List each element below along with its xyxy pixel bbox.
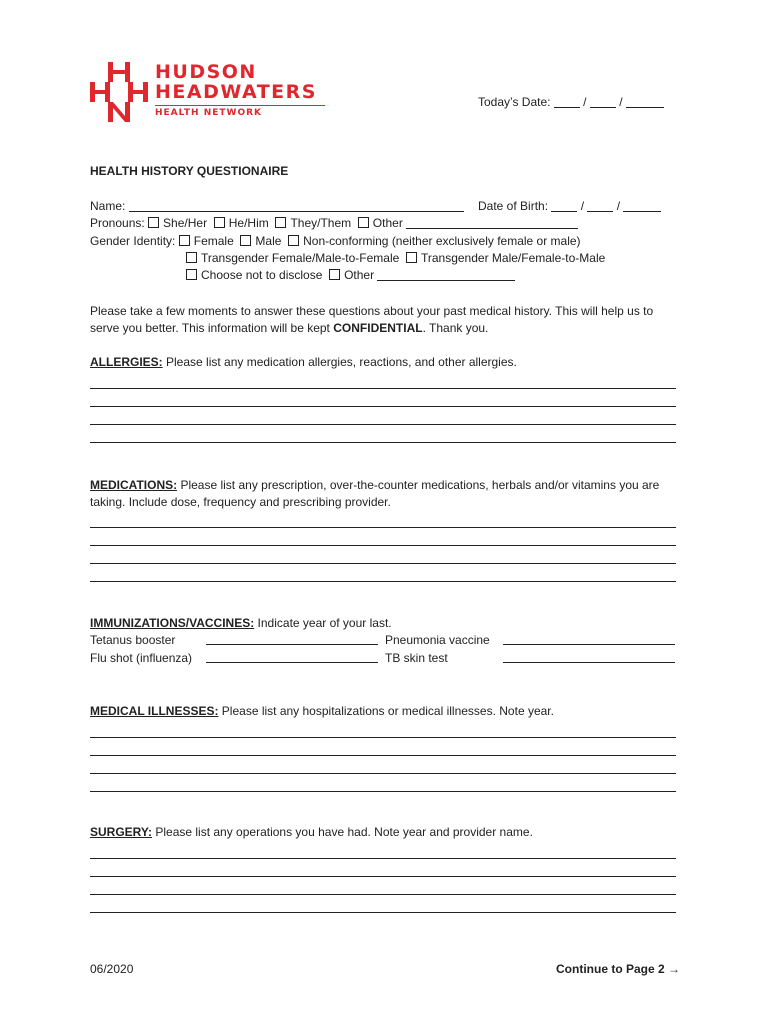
medications-heading: MEDICATIONS:: [90, 478, 178, 492]
gender-male-label: Male: [255, 234, 282, 248]
intro-text: Please take a few moments to answer these questions about your past medical history. This will help us to serve you better. This information will be kept: [90, 304, 654, 335]
gender-label: Gender Identity:: [90, 234, 176, 248]
date-day-field[interactable]: [590, 96, 616, 108]
gender-female-label: Female: [193, 234, 234, 248]
illnesses-answer-lines[interactable]: [90, 720, 676, 792]
gender-nonconforming-label: Non-conforming (neither exclusively female or male): [303, 234, 581, 248]
illnesses-instructions: Please list any hospitalizations or medical illnesses. Note year.: [218, 704, 554, 718]
pronoun-other-label: Other: [372, 216, 403, 230]
date-year-field[interactable]: [626, 96, 664, 108]
tetanus-field[interactable]: [206, 633, 378, 645]
gender-checkbox-trans-male[interactable]: [406, 252, 417, 263]
flu-label: Flu shot (influenza): [90, 651, 193, 665]
gender-row-1: [90, 234, 581, 248]
immunizations-instructions: Indicate year of your last.: [254, 616, 392, 630]
gender-trans-male-label: Transgender Male/Female-to-Male: [420, 251, 606, 265]
pneumonia-field[interactable]: [503, 633, 675, 645]
flu-field[interactable]: [206, 651, 378, 663]
dob-row: Date of Birth: / /: [478, 199, 661, 213]
form-title: HEALTH HISTORY QUESTIONAIRE: [90, 164, 289, 178]
pronoun-checkbox-she[interactable]: [148, 217, 159, 228]
immunizations-heading-row: [90, 616, 392, 630]
surgery-answer-lines[interactable]: [90, 841, 676, 913]
immunizations-heading: IMMUNIZATIONS/VACCINES:: [90, 616, 255, 630]
medications-answer-lines[interactable]: [90, 510, 676, 582]
gender-checkbox-female[interactable]: [179, 235, 190, 246]
brand-line-3: HEALTH NETWORK: [155, 108, 262, 118]
brand-line-2: HEADWATERS: [155, 81, 317, 103]
dob-month-field[interactable]: [551, 200, 577, 212]
pneumonia-label: Pneumonia vaccine: [385, 633, 490, 647]
allergies-answer-lines[interactable]: [90, 371, 676, 443]
illnesses-heading: MEDICAL ILLNESSES:: [90, 704, 219, 718]
tb-field[interactable]: [503, 651, 675, 663]
pronouns-label: Pronouns:: [90, 216, 145, 230]
pronoun-he-label: He/Him: [228, 216, 269, 230]
name-field[interactable]: [129, 200, 464, 212]
dob-label: Date of Birth:: [478, 199, 549, 213]
intro-paragraph: [90, 303, 680, 337]
allergies-heading: ALLERGIES:: [90, 355, 163, 369]
gender-row-3: [186, 268, 515, 282]
pronoun-checkbox-he[interactable]: [214, 217, 225, 228]
gender-trans-female-label: Transgender Female/Male-to-Female: [201, 251, 400, 265]
name-row: [90, 199, 464, 213]
surgery-heading-row: [90, 825, 533, 839]
brand-divider: [155, 105, 325, 106]
surgery-heading: SURGERY:: [90, 825, 153, 839]
pronoun-she-label: She/Her: [163, 216, 208, 230]
medications-heading-row: [90, 477, 680, 511]
gender-checkbox-trans-female[interactable]: [186, 252, 197, 263]
todays-date: Today’s Date: / /: [478, 95, 664, 109]
gender-other-field[interactable]: [377, 269, 515, 281]
hhn-logo-icon: [90, 62, 148, 122]
todays-date-label: Today’s Date:: [478, 95, 551, 109]
gender-checkbox-no-disclose[interactable]: [186, 269, 197, 280]
gender-no-disclose-label: Choose not to disclose: [201, 268, 323, 282]
gender-checkbox-other[interactable]: [329, 269, 340, 280]
tetanus-label: Tetanus booster: [90, 633, 176, 647]
gender-row-2: [186, 251, 605, 265]
surgery-instructions: Please list any operations you have had. Note year and provider name.: [152, 825, 533, 839]
medications-instructions: Please list any prescription, over-the-counter medications, herbals and/or vitamins you are taking. Include dose, frequency and prescribing provider.: [90, 478, 660, 509]
brand-line-1: HUDSON: [155, 61, 257, 83]
pronoun-checkbox-other[interactable]: [358, 217, 369, 228]
pronoun-other-field[interactable]: [406, 217, 578, 229]
gender-other-label: Other: [344, 268, 375, 282]
dob-year-field[interactable]: [623, 200, 661, 212]
revision-date: 06/2020: [90, 962, 134, 976]
tb-label: TB skin test: [385, 651, 448, 665]
pronouns-row: [90, 216, 578, 230]
continue-to-page-2: Continue to Page 2 →: [556, 962, 681, 976]
dob-day-field[interactable]: [587, 200, 613, 212]
allergies-instructions: Please list any medication allergies, reactions, and other allergies.: [162, 355, 517, 369]
intro-confidential: CONFIDENTIAL: [333, 321, 423, 335]
gender-checkbox-nonconforming[interactable]: [288, 235, 299, 246]
gender-checkbox-male[interactable]: [240, 235, 251, 246]
allergies-heading-row: [90, 355, 517, 369]
illnesses-heading-row: [90, 704, 554, 718]
intro-thanks: . Thank you.: [422, 321, 489, 335]
pronoun-they-label: They/Them: [290, 216, 352, 230]
date-month-field[interactable]: [554, 96, 580, 108]
brand-wordmark: [155, 62, 325, 118]
pronoun-checkbox-they[interactable]: [275, 217, 286, 228]
name-label: Name:: [90, 199, 126, 213]
